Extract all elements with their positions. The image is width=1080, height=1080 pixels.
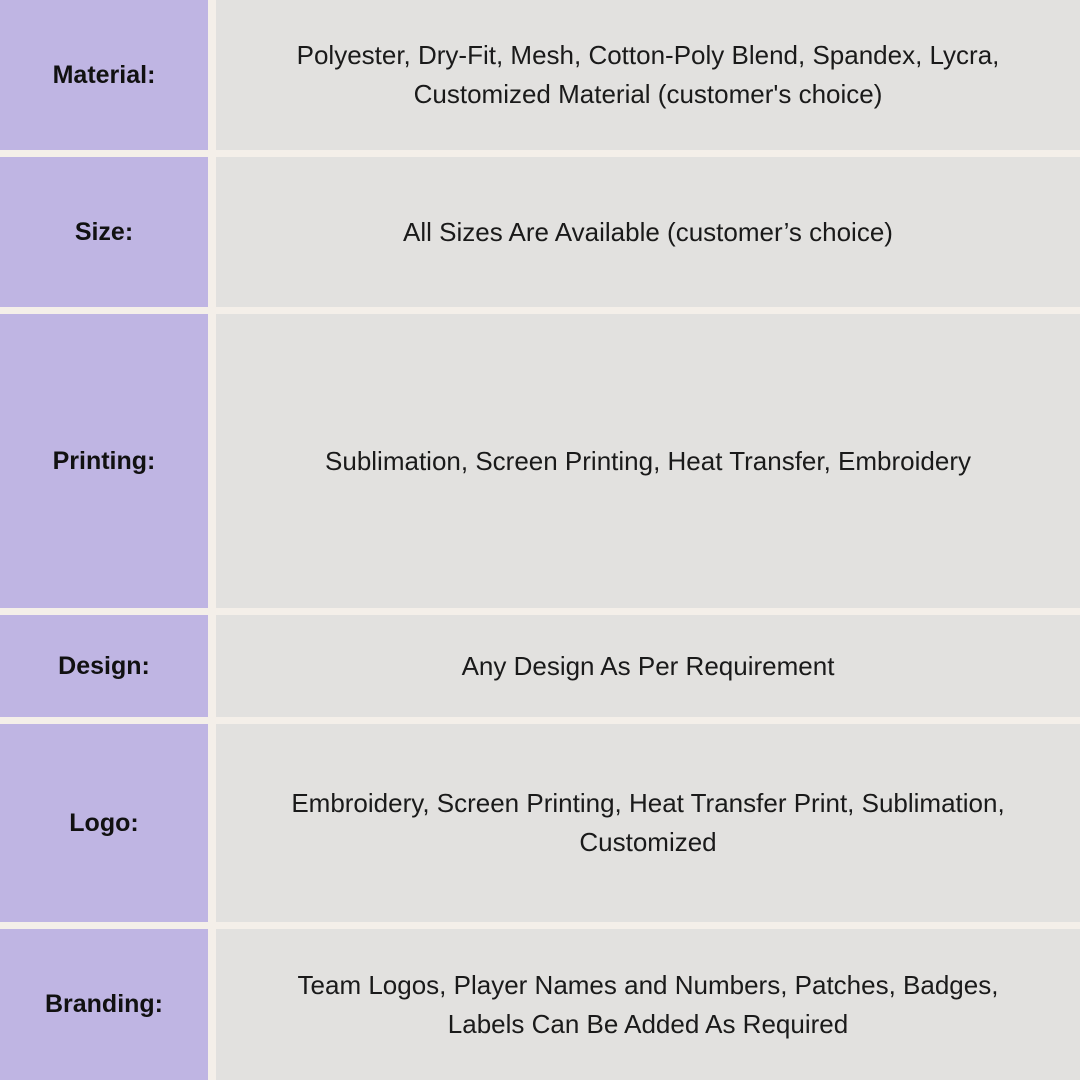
spec-value [291, 784, 1004, 862]
spec-value [462, 647, 835, 686]
column-divider [208, 615, 216, 717]
spec-value-line: Team Logos, Player Names and Numbers, Patches, Badges, [297, 969, 999, 1000]
spec-value-line: Polyester, Dry-Fit, Mesh, Cotton-Poly Blend, Spandex, Lycra, [296, 40, 1000, 70]
column-divider [208, 157, 216, 307]
spec-label: Branding: [44, 990, 164, 1018]
spec-value-cell [216, 929, 1080, 1080]
spec-value [325, 442, 971, 481]
spec-label-cell [0, 724, 208, 922]
spec-row-logo [0, 724, 1080, 922]
spec-label-cell [0, 314, 208, 608]
spec-value-cell [216, 157, 1080, 307]
column-divider [208, 724, 216, 922]
spec-row-design [0, 615, 1080, 717]
column-divider [208, 929, 216, 1080]
spec-value-cell [216, 0, 1080, 150]
spec-value-cell [216, 724, 1080, 922]
spec-label-cell [0, 615, 208, 717]
spec-row-size [0, 157, 1080, 307]
spec-label: Material: [52, 60, 156, 89]
spec-label: Printing: [52, 446, 156, 475]
spec-value-line: Labels Can Be Added As Required [447, 1008, 849, 1039]
spec-value-cell [216, 615, 1080, 717]
spec-label: Size: [74, 217, 134, 246]
spec-label-cell [0, 929, 208, 1080]
spec-row-material [0, 0, 1080, 150]
spec-label-cell [0, 0, 208, 150]
spec-value-line: All Sizes Are Available (customer’s choice) [403, 216, 893, 247]
spec-value-line: Embroidery, Screen Printing, Heat Transfer Print, Sublimation, [291, 788, 1005, 818]
spec-row-printing [0, 314, 1080, 608]
spec-value [297, 36, 1000, 114]
column-divider [208, 0, 216, 150]
spec-value [403, 213, 893, 252]
spec-value-line: Customized [579, 827, 717, 857]
spec-label: Design: [58, 651, 150, 680]
spec-label: Logo: [69, 808, 139, 837]
spec-value [298, 966, 999, 1044]
spec-value-cell [216, 314, 1080, 608]
spec-label-cell [0, 157, 208, 307]
column-divider [208, 314, 216, 608]
spec-value-line: Any Design As Per Requirement [461, 650, 835, 681]
spec-value-line: Customized Material (customer's choice) [413, 79, 883, 109]
spec-value-line: Sublimation, Screen Printing, Heat Transfer, Embroidery [325, 445, 971, 476]
spec-row-branding [0, 929, 1080, 1080]
